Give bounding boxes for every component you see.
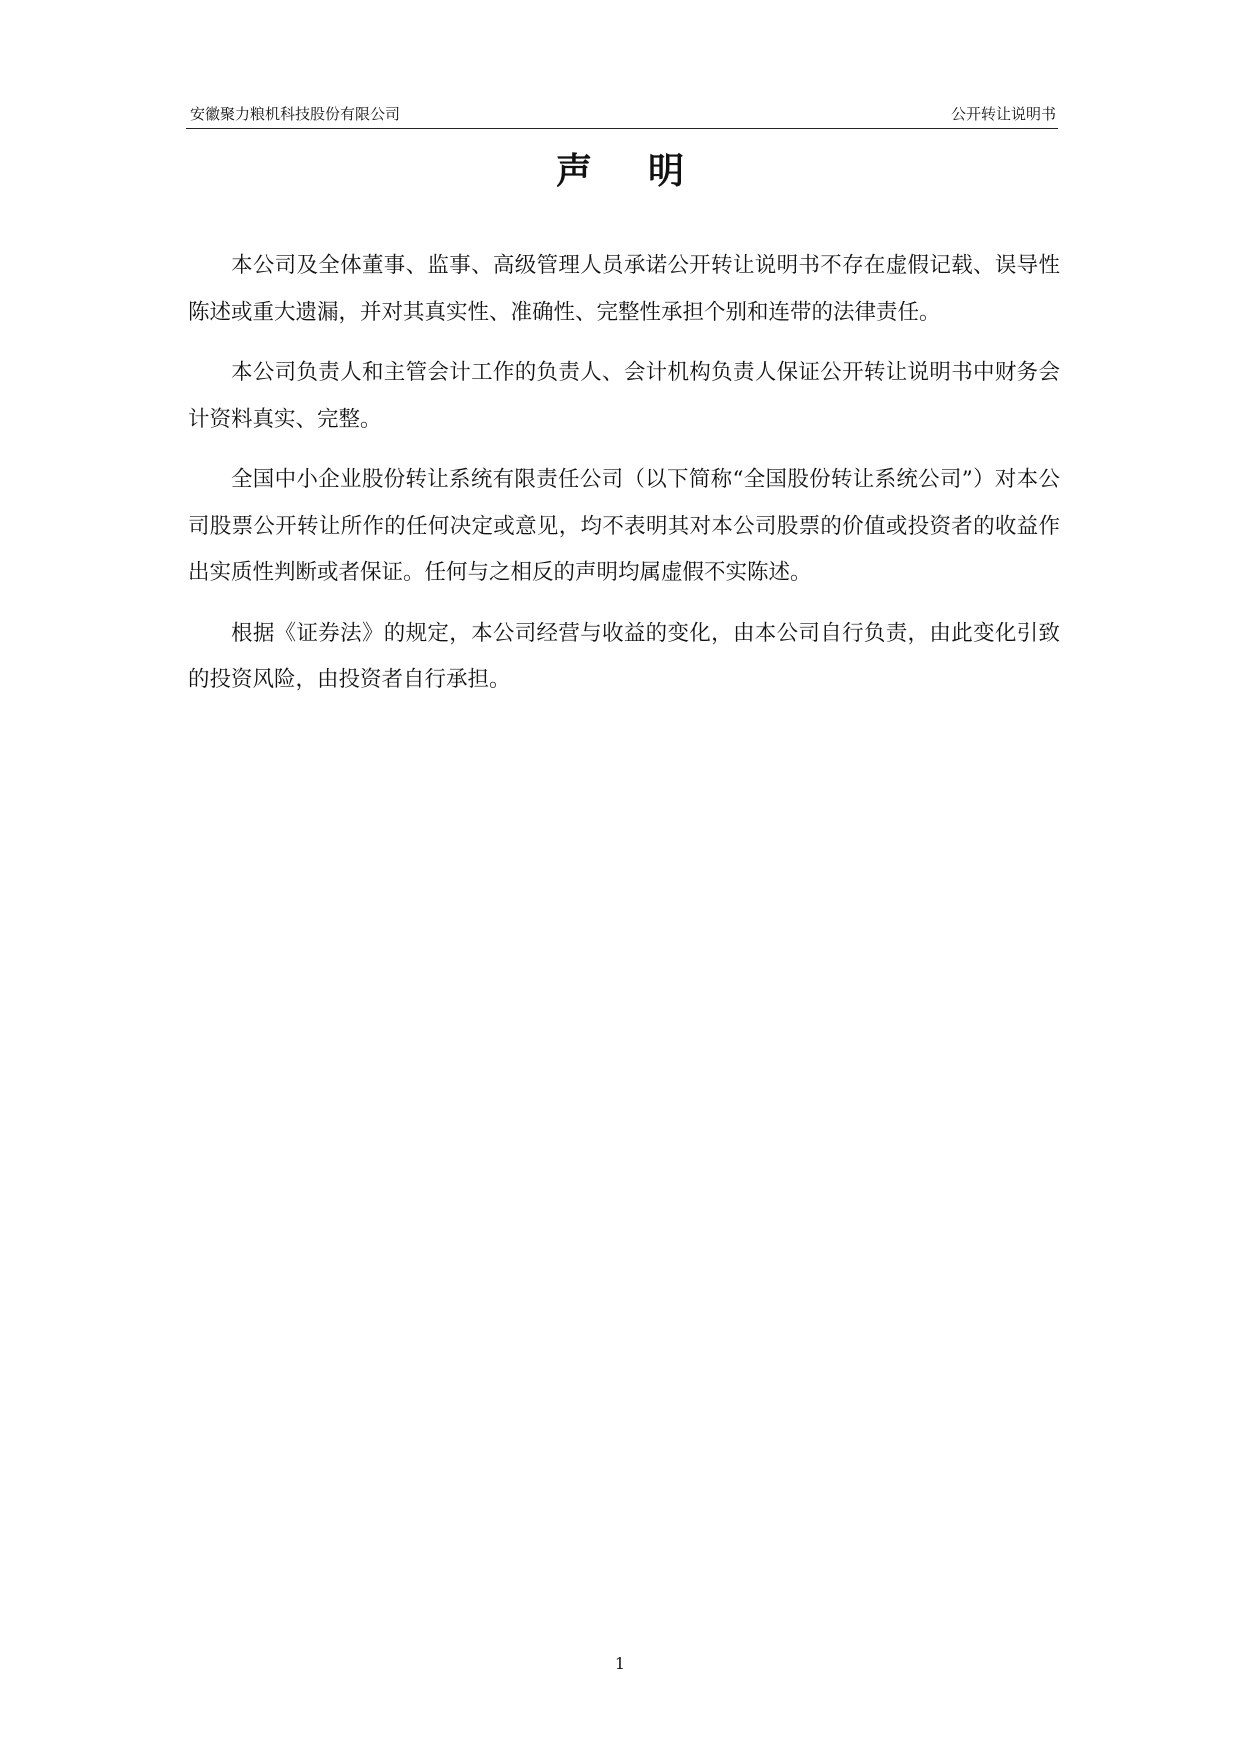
declaration-paragraph: 全国中小企业股份转让系统有限责任公司（以下简称“全国股份转让系统公司”）对本公司股票公开转让所作的任何决定或意见，均不表明其对本公司股票的价值或投资者的收益作出实质性判断或者保证。任何与之相反的声明均属虚假不实陈述。 [188, 467, 1060, 585]
header-company-name: 安徽聚力粮机科技股份有限公司 [190, 105, 401, 123]
declaration-body [188, 243, 1060, 718]
page-title: 声明 [555, 150, 740, 192]
page-number: 1 [614, 1654, 626, 1673]
header-document-type: 公开转让说明书 [950, 105, 1056, 123]
declaration-paragraph: 本公司及全体董事、监事、高级管理人员承诺公开转让说明书不存在虚假记载、误导性陈述或重大遗漏，并对其真实性、准确性、完整性承担个别和连带的法律责任。 [188, 253, 1060, 325]
declaration-paragraph: 根据《证券法》的规定，本公司经营与收益的变化，由本公司自行负责，由此变化引致的投资风险，由投资者自行承担。 [188, 620, 1060, 692]
page-header [186, 100, 1058, 129]
declaration-paragraph: 本公司负责人和主管会计工作的负责人、会计机构负责人保证公开转让说明书中财务会计资料真实、完整。 [188, 360, 1060, 432]
